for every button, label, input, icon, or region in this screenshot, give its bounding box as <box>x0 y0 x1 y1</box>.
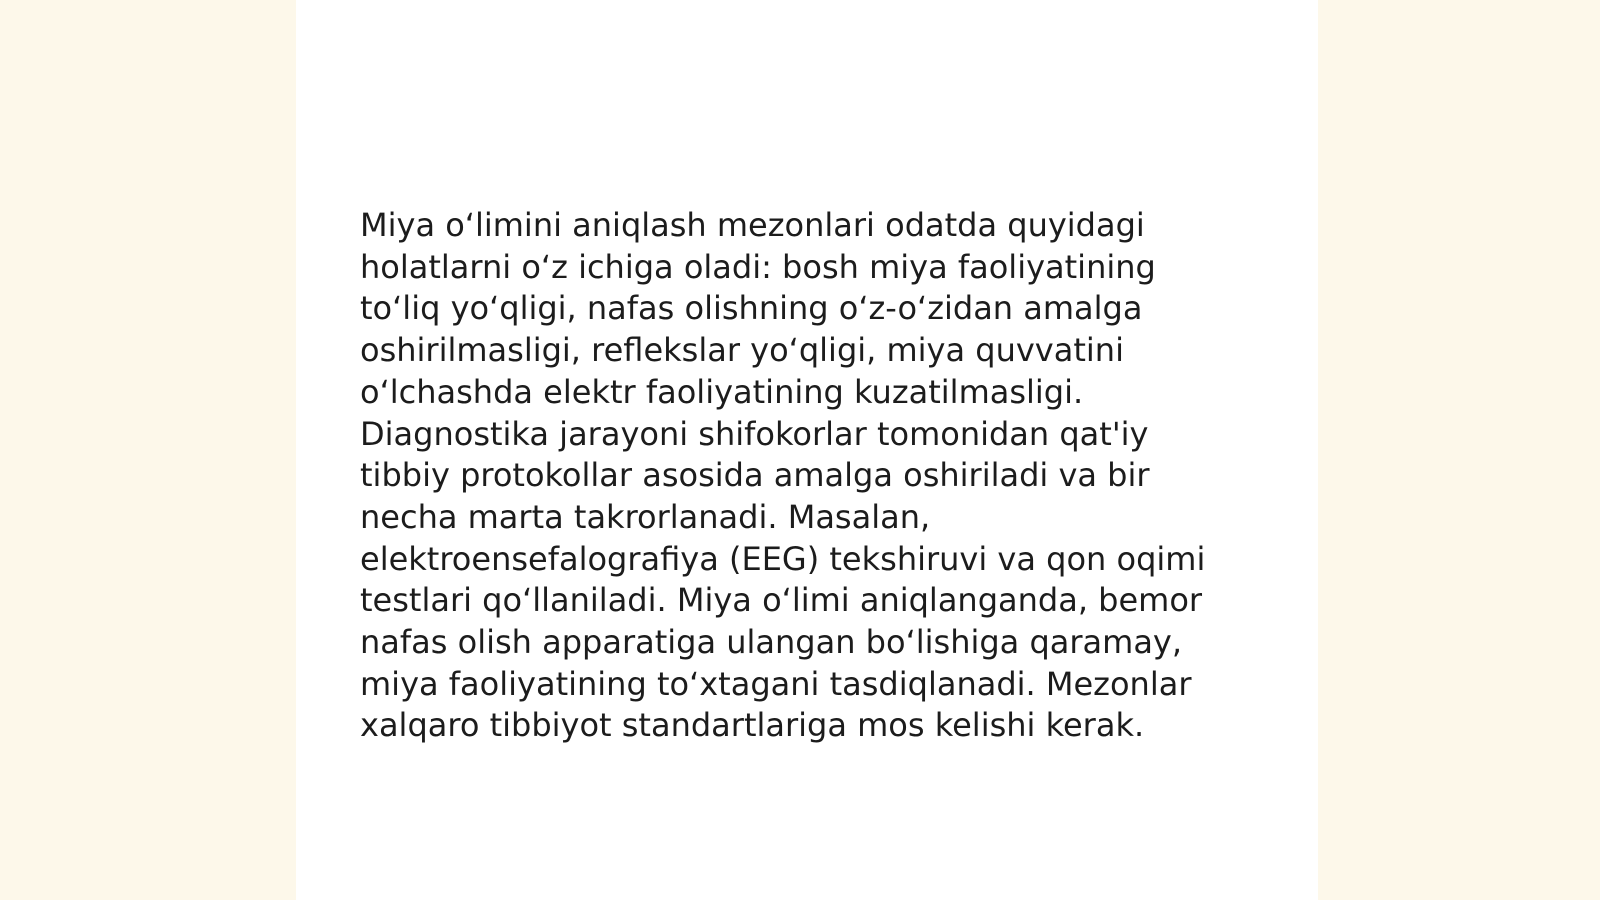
paragraph-line: oʻlchashda elektr faoliyatining kuzatilmasligi. <box>360 372 1084 411</box>
paragraph-line: necha marta takrorlanadi. Masalan, <box>360 497 931 536</box>
paragraph-line: Diagnostika jarayoni shifokorlar tomonidan qat'iy <box>360 414 1149 453</box>
paragraph-line: toʻliq yoʻqligi, nafas olishning oʻz-oʻzidan amalga <box>360 289 1143 328</box>
body-paragraph <box>360 205 1240 747</box>
paragraph-line: oshirilmasligi, reflekslar yoʻqligi, miya quvvatini <box>360 331 1124 370</box>
paragraph-line: xalqaro tibbiyot standartlariga mos kelishi kerak. <box>360 706 1145 745</box>
paragraph-line: nafas olish apparatiga ulangan boʻlishiga qaramay, <box>360 623 1183 662</box>
paragraph-line: elektroensefalografiya (EEG) tekshiruvi va qon oqimi <box>360 539 1206 578</box>
document-page <box>296 0 1318 900</box>
paragraph-line: tibbiy protokollar asosida amalga oshiriladi va bir <box>360 456 1150 495</box>
paragraph-line: miya faoliyatining toʻxtagani tasdiqlanadi. Mezonlar <box>360 664 1192 703</box>
paragraph-line: testlari qoʻllaniladi. Miya oʻlimi aniqlanganda, bemor <box>360 581 1203 620</box>
paragraph-line: holatlarni oʻz ichiga oladi: bosh miya faoliyatining <box>360 247 1156 286</box>
paragraph-line: Miya oʻlimini aniqlash mezonlari odatda quyidagi <box>360 206 1145 244</box>
